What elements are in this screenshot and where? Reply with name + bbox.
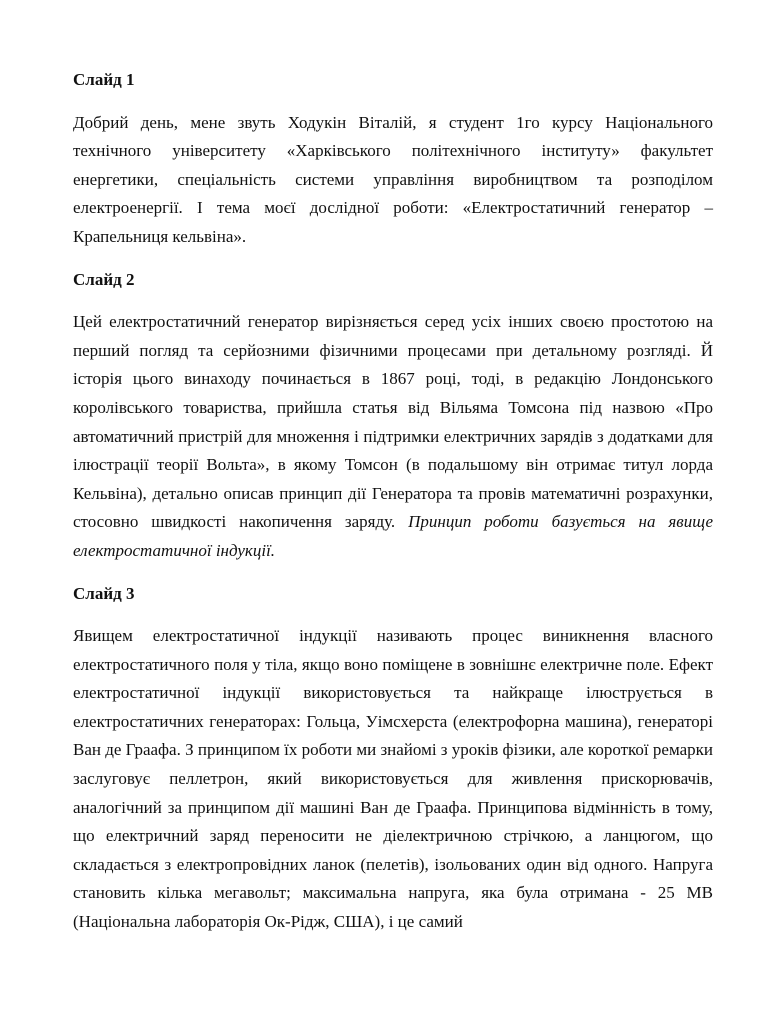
- slide-2-paragraph: [73, 308, 713, 565]
- slide-2-text: Цей електростатичний генератор вирізняється серед усіх інших своєю простотою на перший погляд та серйозними фізичними процесами при детальному розгляді. Й історія цього винаходу починається в 1867 році, тоді, в редакцію Лондонського королівського товариства, прийшла статья від Вільяма Томсона під назвою «Про автоматичний пристрій для множення і підтримки електричних зарядів з додатками для ілюстрації теорії Вольта», в якому Томсон (в подальшому він отримає титул лорда Кельвіна), детально описав принцип дії Генератора та провів математичні розрахунки, стосовно швидкості накопичення заряду.: [73, 312, 713, 532]
- document-page: [73, 58, 713, 951]
- slide-2-heading: Слайд 2: [73, 269, 135, 289]
- slide-2-italic-text: Принцип роботи базується на явище електростатичної індукції.: [73, 512, 713, 560]
- slide-3-heading: Слайд 3: [73, 583, 135, 603]
- slide-3-paragraph: Явищем електростатичної індукції називають процес виникнення власного електростатичного поля у тіла, якщо воно поміщене в зовнішнє електричне поле. Ефект електростатичної індукції використовується та найкраще ілюструється в електростатичних генераторах: Гольца, Уімсхерста (електрофорна машина), генераторі Ван де Граафа. З принципом їх роботи ми знайомі з уроків фізики, але короткої ремарки заслуговує пеллетрон, який використовується для живлення прискорювачів, аналогічний за принципом дії машині Ван де Граафа. Принципова відмінність в тому, що електричний заряд переносити не діелектричною стрічкою, а ланцюгом, що складається з електропровідних ланок (пелетів), ізольованих один від одного. Напруга становить кілька мегавольт; максимальна напруга, яка була отримана - 25 МВ (Національна лабораторія Ок-Рідж, США), і це самий: [73, 626, 713, 932]
- slide-1-heading: Слайд 1: [73, 70, 135, 89]
- slide-1-paragraph: Добрий день, мене звуть Ходукін Віталій, я студент 1го курсу Національного технічного університету «Харківського політехнічного інституту» факультет енергетики, спеціальність системи управління виробництвом та розподілом електроенергії. І тема моєї дослідної роботи: «Електростатичний генератор – Крапельниця кельвіна».: [73, 112, 713, 246]
